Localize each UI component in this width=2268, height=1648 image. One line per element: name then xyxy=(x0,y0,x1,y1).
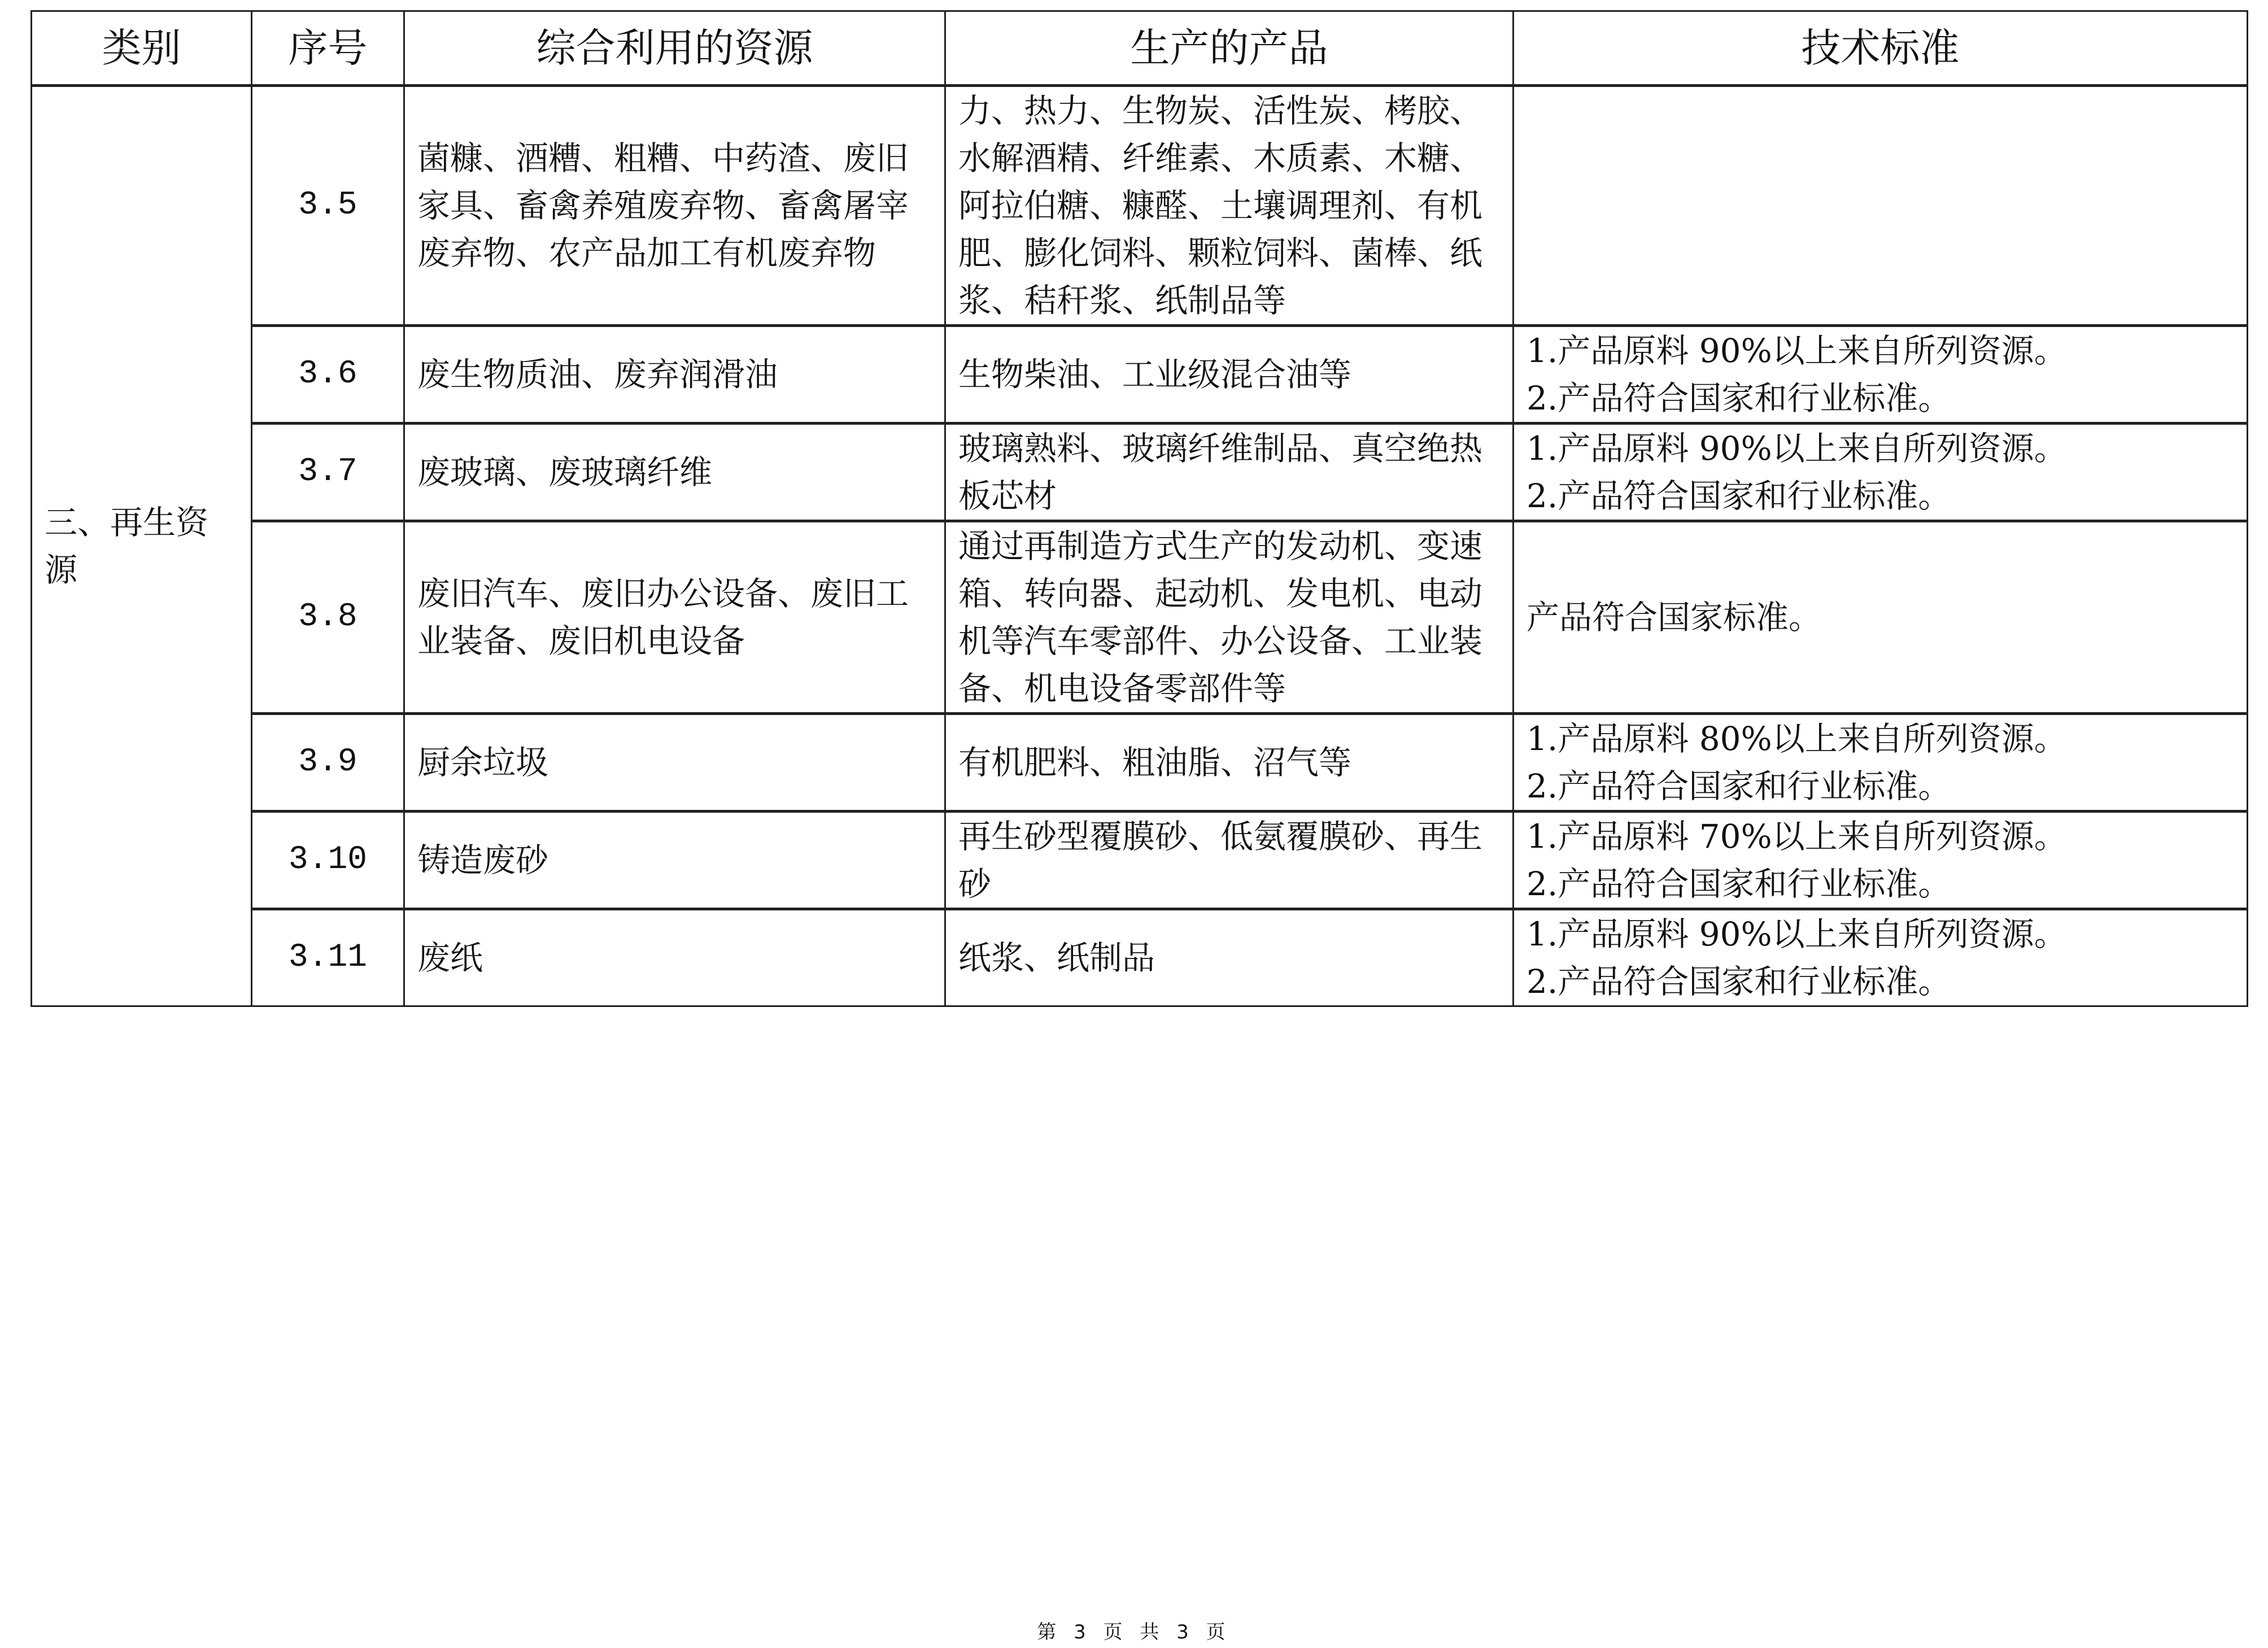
products-cell: 再生砂型覆膜砂、低氨覆膜砂、再生砂 xyxy=(945,812,1514,909)
table-row xyxy=(32,909,2248,1006)
header-category: 类别 xyxy=(32,11,252,86)
header-products: 生产的产品 xyxy=(945,11,1514,86)
table-row xyxy=(32,521,2248,714)
index-cell: 3.11 xyxy=(252,909,404,1006)
products-cell: 有机肥料、粗油脂、沼气等 xyxy=(945,714,1514,812)
products-cell: 通过再制造方式生产的发动机、变速箱、转向器、起动机、发电机、电动机等汽车零部件、办公设备、工业装备、机电设备零部件等 xyxy=(945,521,1514,714)
header-index: 序号 xyxy=(252,11,404,86)
standard-line-1: 1.产品原料 90%以上来自所列资源。 xyxy=(1526,332,2067,370)
page-indicator: 第 3 页 共 3 页 xyxy=(1037,1621,1231,1643)
table-row xyxy=(32,326,2248,424)
standard-line-1: 1.产品原料 70%以上来自所列资源。 xyxy=(1526,817,2067,856)
table-row xyxy=(32,812,2248,909)
standard-line-1: 1.产品原料 80%以上来自所列资源。 xyxy=(1526,720,2067,758)
resources-cell: 菌糠、酒糟、粗糟、中药渣、废旧家具、畜禽养殖废弃物、畜禽屠宰废弃物、农产品加工有机废弃物 xyxy=(404,86,945,326)
products-cell: 玻璃熟料、玻璃纤维制品、真空绝热板芯材 xyxy=(945,424,1514,521)
standard-line-2: 2.产品符合国家和行业标准。 xyxy=(1526,379,1951,417)
index-cell: 3.5 xyxy=(252,86,404,326)
resources-cell: 废生物质油、废弃润滑油 xyxy=(404,326,945,424)
standards-cell xyxy=(1514,812,2248,909)
products-cell: 纸浆、纸制品 xyxy=(945,909,1514,1006)
standards-cell xyxy=(1514,424,2248,521)
index-cell: 3.7 xyxy=(252,424,404,521)
standard-line-2: 2.产品符合国家和行业标准。 xyxy=(1526,865,1951,903)
standard-line-2: 2.产品符合国家和行业标准。 xyxy=(1526,477,1951,515)
index-cell: 3.10 xyxy=(252,812,404,909)
resources-cell: 废纸 xyxy=(404,909,945,1006)
table-row xyxy=(32,86,2248,326)
table-row xyxy=(32,714,2248,812)
standard-line-2: 2.产品符合国家和行业标准。 xyxy=(1526,962,1951,1001)
standards-cell xyxy=(1514,714,2248,812)
index-cell: 3.9 xyxy=(252,714,404,812)
header-standards: 技术标准 xyxy=(1514,11,2248,86)
resources-cell: 废旧汽车、废旧办公设备、废旧工业装备、废旧机电设备 xyxy=(404,521,945,714)
standard-line-1: 产品符合国家标准。 xyxy=(1526,598,1822,636)
resources-cell: 铸造废砂 xyxy=(404,812,945,909)
standards-cell xyxy=(1514,521,2248,714)
products-cell: 生物柴油、工业级混合油等 xyxy=(945,326,1514,424)
header-resources: 综合利用的资源 xyxy=(404,11,945,86)
standard-line-2: 2.产品符合国家和行业标准。 xyxy=(1526,767,1951,805)
products-cell: 力、热力、生物炭、活性炭、栲胶、水解酒精、纤维素、木质素、木糖、阿拉伯糖、糠醛、土壤调理剂、有机肥、膨化饲料、颗粒饲料、菌棒、纸浆、秸秆浆、纸制品等 xyxy=(945,86,1514,326)
standards-cell xyxy=(1514,909,2248,1006)
standards-cell xyxy=(1514,86,2248,326)
category-cell: 三、再生资源 xyxy=(32,86,252,1006)
standard-line-1: 1.产品原料 90%以上来自所列资源。 xyxy=(1526,915,2067,953)
index-cell: 3.8 xyxy=(252,521,404,714)
resource-utilization-table xyxy=(30,10,2248,1007)
index-cell: 3.6 xyxy=(252,326,404,424)
standard-line-1: 1.产品原料 90%以上来自所列资源。 xyxy=(1526,429,2067,468)
table-header-row xyxy=(32,11,2248,86)
table-row xyxy=(32,424,2248,521)
resources-cell: 废玻璃、废玻璃纤维 xyxy=(404,424,945,521)
resources-cell: 厨余垃圾 xyxy=(404,714,945,812)
standards-cell xyxy=(1514,326,2248,424)
